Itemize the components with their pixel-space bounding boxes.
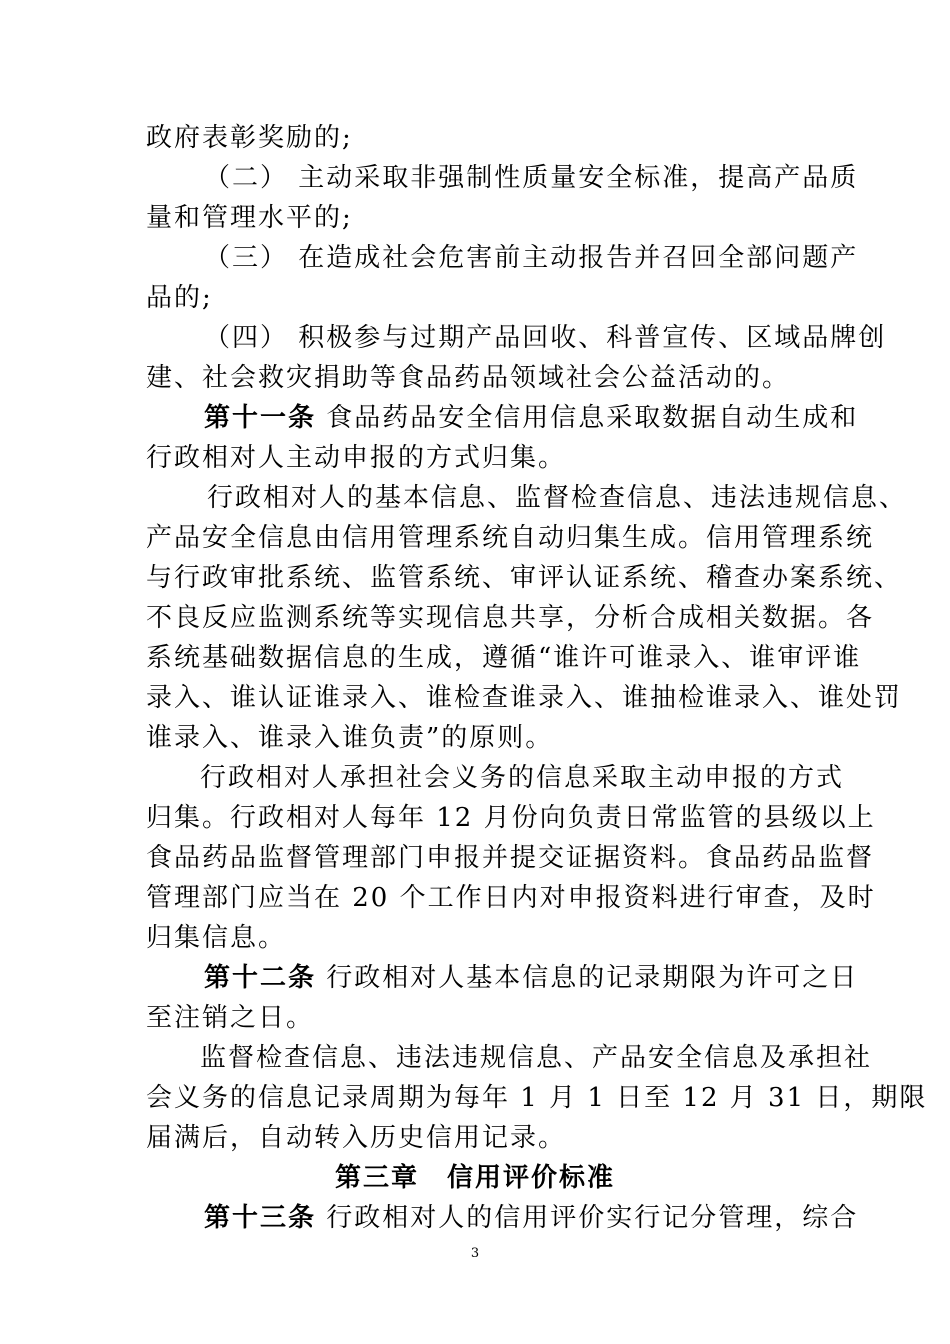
text-line: 届满后，自动转入历史信用记录。 bbox=[146, 1123, 567, 1153]
article-13-text: 行政相对人的信用评价实行记分管理，综合 bbox=[326, 1203, 859, 1233]
article-13-line bbox=[204, 1198, 858, 1238]
article-12-label: 第十二条 bbox=[204, 963, 317, 993]
text-line: 不良反应监测系统等实现信息共享，分析合成相关数据。各 bbox=[146, 603, 875, 633]
page-number: 3 bbox=[470, 1246, 480, 1261]
text-line: 产品安全信息由信用管理系统自动归集生成。信用管理系统 bbox=[146, 523, 875, 553]
article-11-text: 食品药品安全信用信息采取数据自动生成和 bbox=[326, 403, 859, 433]
text-line: 录入、谁认证谁录入、谁检查谁录入、谁抽检谁录入、谁处罚 bbox=[146, 683, 903, 713]
chapter-heading: 第三章 信用评价标准 bbox=[334, 1163, 615, 1193]
text-line: （三） 在造成社会危害前主动报告并召回全部问题产 bbox=[204, 243, 859, 273]
article-12-text: 行政相对人基本信息的记录期限为许可之日 bbox=[326, 963, 859, 993]
text-line: （四） 积极参与过期产品回收、科普宣传、区域品牌创 bbox=[204, 323, 887, 353]
text-line: 建、社会救灾捐助等食品药品领域社会公益活动的。 bbox=[146, 363, 791, 393]
article-11-label: 第十一条 bbox=[204, 403, 317, 433]
text-line: （二） 主动采取非强制性质量安全标准，提高产品质 bbox=[204, 163, 859, 193]
text-line: 归集。行政相对人每年 12 月份向负责日常监管的县级以上 bbox=[146, 803, 876, 833]
text-line: 行政相对人主动申报的方式归集。 bbox=[146, 443, 567, 473]
article-12-line bbox=[204, 958, 858, 998]
text-line: 行政相对人的基本信息、监督检查信息、违法违规信息、 bbox=[207, 483, 908, 513]
text-line: 至注销之日。 bbox=[146, 1003, 315, 1033]
text-line: 政府表彰奖励的; bbox=[146, 123, 353, 153]
text-line: 系统基础数据信息的生成，遵循“谁许可谁录入、谁审评谁 bbox=[146, 643, 862, 673]
text-line: 量和管理水平的; bbox=[146, 203, 353, 233]
text-line: 监督检查信息、违法违规信息、产品安全信息及承担社 bbox=[200, 1043, 873, 1073]
text-line: 与行政审批系统、监管系统、审评认证系统、稽查办案系统、 bbox=[146, 563, 903, 593]
text-line: 食品药品监督管理部门申报并提交证据资料。食品药品监督 bbox=[146, 843, 875, 873]
article-11-line bbox=[204, 398, 858, 438]
text-line: 会义务的信息记录周期为每年 1 月 1 日至 12 月 31 日，期限 bbox=[146, 1083, 928, 1113]
text-line: 谁录入、谁录入谁负责”的原则。 bbox=[146, 723, 554, 753]
text-line: 管理部门应当在 20 个工作日内对申报资料进行审查，及时 bbox=[146, 883, 876, 913]
text-line: 归集信息。 bbox=[146, 923, 287, 953]
text-line: 品的; bbox=[146, 283, 213, 313]
article-13-label: 第十三条 bbox=[204, 1203, 317, 1233]
text-line: 行政相对人承担社会义务的信息采取主动申报的方式 bbox=[200, 763, 845, 793]
